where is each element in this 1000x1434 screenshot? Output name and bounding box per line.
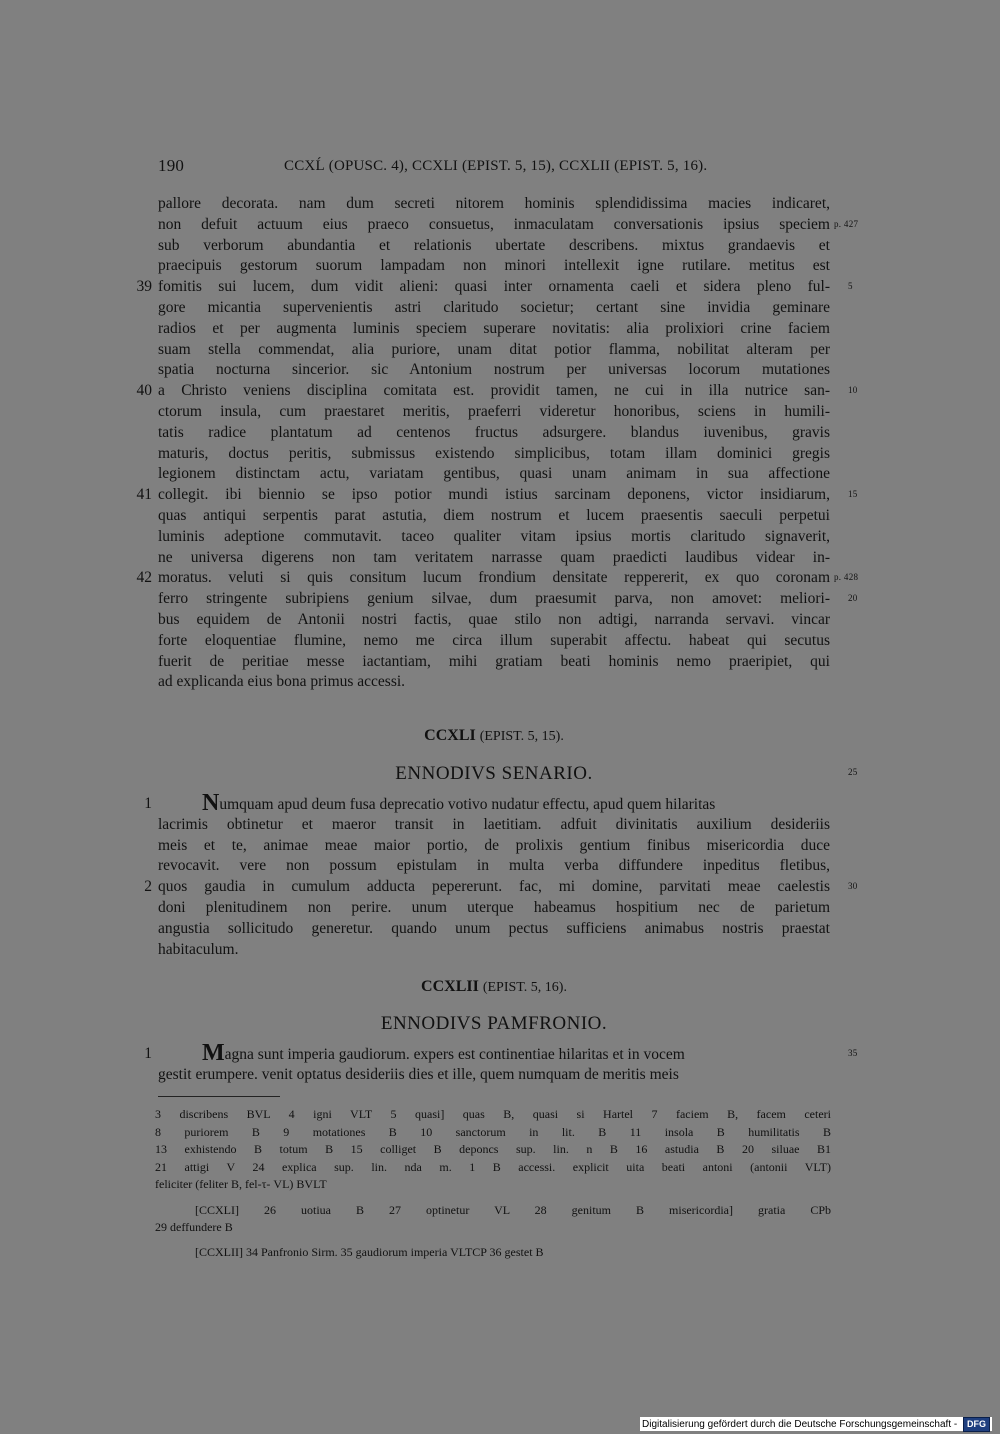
text-line <box>158 876 830 897</box>
line-text: meis et te, animae meae maior portio, de prolixis gentium finibus misericordia duce <box>158 836 830 854</box>
text-line <box>158 630 830 651</box>
line-text: ferro stringente subripiens genium silvae, dum praesumit parva, non amovet: meliori- <box>158 590 830 608</box>
margin-line-number: 10 <box>848 385 858 396</box>
margin-paragraph-number: 1 <box>144 795 152 812</box>
line-text: forte eloquentiae flumine, nemo me circa illum superabit affectu. habeat qui secutus <box>158 631 830 649</box>
line-text: luminis adeptione commutavit. taceo qualiter vitam ipsius mortis claritudo signaverit, <box>158 527 830 545</box>
text-line <box>158 835 830 856</box>
text-line <box>158 380 830 401</box>
line-text: suam stella commendat, alia puriore, unam ditat potior flamma, nobilitat alteram per <box>158 340 830 358</box>
text-line <box>158 897 830 918</box>
margin-paragraph-number: 41 <box>136 486 152 504</box>
page-number: 190 <box>158 156 185 175</box>
text-line <box>158 505 830 526</box>
text-line <box>158 318 830 339</box>
margin-line-number: 15 <box>848 489 858 500</box>
text-line <box>158 567 830 588</box>
text-line <box>158 276 830 297</box>
line-text: habitaculum. <box>158 940 239 958</box>
line-text: tatis radice plantatum ad centenos fructus adsurgere. blandus iuvenibus, gravis <box>158 423 830 441</box>
initial-letter: M <box>202 1040 225 1066</box>
text-line <box>158 526 830 547</box>
line-text: non defuit actuum eius praeco consuetus, inmaculatam conversationis ipsius speciem <box>158 215 830 233</box>
apparatus-line: 21 attigi V 24 explica sup. lin. nda m. 1 B accessi. explicit uita beati antoni (antonii VLT) <box>155 1159 831 1174</box>
text-line <box>158 484 830 505</box>
text-line <box>158 193 830 214</box>
line-text: ad explicanda eius bona primus accessi. <box>158 673 406 691</box>
apparatus-line: feliciter (feliter B, fel-τ- VL) BVLT <box>155 1177 327 1191</box>
text-line <box>158 939 830 960</box>
apparatus-line: 13 exhistendo B totum B 15 colliget B deponcs sup. lin. n B 16 astudia B 20 siluae B1 <box>155 1142 831 1156</box>
margin-line-number: 35 <box>848 1048 858 1058</box>
margin-line-number: 5 <box>848 281 853 292</box>
line-text: praecipuis gestorum suorum lampadam non minori intellexit igne rutilare. metitus est <box>158 257 830 275</box>
text-line <box>158 1064 830 1085</box>
line-text: quas antiqui serpentis parat astutia, diem nostrum et lucem praesentis saeculi perpetui <box>158 507 830 524</box>
margin-paragraph-number: 39 <box>136 278 152 296</box>
apparatus-line: 8 puriorem B 9 motationes B 10 sanctorum in lit. B 11 insola B humilitatis B <box>155 1124 831 1139</box>
dfg-logo: DFG <box>963 1417 990 1432</box>
text-line <box>158 214 830 235</box>
apparatus-line: 3 discribens BVL 4 igni VLT 5 quasi] quas B, quasi si Hartel 7 faciem B, facem ceteri <box>155 1107 831 1121</box>
line-text: radios et per augmenta luminis speciem superare novitatis: alia prolixiori crine faciem <box>158 319 830 337</box>
line-text: doni plenitudinem non perire. unum uterque habeamus hospitium nec de parietum <box>158 899 830 916</box>
text-line <box>158 359 830 380</box>
section-reference: (EPIST. 5, 15). <box>479 729 564 744</box>
line-text: revocavit. vere non possum epistulam in multa verba diffundere inpeditus fletibus, <box>158 857 830 875</box>
text-line <box>158 401 830 422</box>
line-text: moratus. veluti si quis consitum lucum frondium densitate reppererit, ex quo coronam <box>158 569 830 587</box>
text-line <box>158 814 830 835</box>
line-text: maturis, doctus peritis, submissus existendo simplicibus, totam illam dominici gregis <box>158 444 830 462</box>
text-line <box>158 651 830 672</box>
line-text: umquam apud deum fusa deprecatio votivo nudatur effectu, apud quem hilaritas <box>219 796 716 813</box>
apparatus-line: 29 deffundere B <box>155 1220 233 1234</box>
margin-paragraph-number: 42 <box>136 569 152 587</box>
text-line <box>158 547 830 568</box>
section-reference: (EPIST. 5, 16). <box>482 980 567 995</box>
footer-text: Digitalisierung gefördert durch die Deutsche Forschungsgemeinschaft - <box>642 1419 958 1430</box>
line-text: gestit erumpere. venit optatus desideriis dies et ille, quem numquam de meritis meis <box>158 1066 679 1083</box>
line-text: quos gaudia in cumulum adducta pepererunt. fac, mi domine, parvitati meae caelestis <box>158 878 830 896</box>
text-line <box>158 609 830 630</box>
digitization-footer <box>640 1417 992 1431</box>
section-number: CCXLI <box>424 727 476 744</box>
apparatus-line: [CCXLI] 26 uotiua B 27 optinetur VL 28 genitum B misericordia] gratia CPb <box>195 1202 831 1217</box>
margin-line-number: 30 <box>848 881 858 892</box>
line-text: collegit. ibi biennio se ipso potior mundi istius sarcinam deponens, victor insidiarum, <box>158 486 830 504</box>
initial-letter: N <box>202 790 220 816</box>
line-text: legionem distinctam actu, variatam gentibus, quasi unam animam in sua affectione <box>158 465 830 483</box>
margin-line-number: 25 <box>848 767 858 777</box>
line-text: lacrimis obtinetur et maeror transit in laetitiam. adfuit divinitatis auxilium desideriis <box>158 815 830 833</box>
text-line <box>158 790 830 816</box>
margin-paragraph-number: 2 <box>144 878 152 896</box>
line-text: a Christo veniens disciplina comitata est. providit tamen, ne cui in illa nutrice san- <box>158 382 830 400</box>
address-heading-241: ENNODIVS SENARIO. <box>395 763 593 784</box>
running-title: CCXĹ (OPUSC. 4), CCXLI (EPIST. 5, 15), CCXLII (EPIST. 5, 16). <box>284 158 708 174</box>
text-line <box>158 463 830 484</box>
line-text: ctorum insula, cum praestaret meritis, praeferri videretur honoribus, sciens in humili- <box>158 403 830 420</box>
section-number: CCXLII <box>421 978 479 995</box>
line-text: fuerit de peritiae messe iactantiam, mihi gratiam beati hominis nemo praeripiet, qui <box>158 652 830 670</box>
section-heading-241 <box>158 724 830 748</box>
line-text: ne universa digerens non tam veritatem narrasse quam praedicti laudibus videar in- <box>158 548 830 566</box>
text-line <box>158 855 830 876</box>
margin-line-number: p. 428 <box>834 572 859 583</box>
text-line <box>158 297 830 318</box>
apparatus-line: [CCXLII] 34 Panfronio Sirm. 35 gaudiorum imperia VLTCP 36 gestet B <box>195 1244 544 1259</box>
text-line <box>158 671 830 692</box>
line-text: pallore decorata. nam dum secreti nitorem hominis splendidissima macies indicaret, <box>158 195 830 212</box>
text-line <box>158 235 830 256</box>
margin-paragraph-number: 40 <box>136 382 152 400</box>
line-text: sub verborum abundantia et relationis ubertate describens. mixtus grandaevis et <box>158 236 830 254</box>
margin-line-number: 20 <box>848 593 858 604</box>
line-text: spatia nocturna sincerior. sic Antonium nostrum per universas locorum mutationes <box>158 361 830 379</box>
text-line <box>158 588 830 609</box>
margin-paragraph-number: 1 <box>144 1045 152 1062</box>
line-text: agna sunt imperia gaudiorum. expers est continentiae hilaritas et in vocem <box>224 1046 685 1063</box>
address-heading-242: ENNODIVS PAMFRONIO. <box>380 1013 608 1034</box>
text-line <box>158 443 830 464</box>
section-heading-242 <box>158 975 830 999</box>
text-line <box>158 255 830 276</box>
line-text: angustia sollicitudo generetur. quando unum pectus sufficiens animabus nostris praestat <box>158 919 830 937</box>
text-line <box>158 1040 830 1066</box>
line-text: gore micantia supervenientis astri claritudo societur; certant sine invidia geminare <box>158 299 830 316</box>
text-line <box>158 918 830 939</box>
line-text: fomitis sui lucem, dum vidit alieni: quasi inter ornamenta caeli et sidera pleno ful- <box>158 278 830 296</box>
text-line <box>158 339 830 360</box>
running-head <box>158 156 830 180</box>
margin-line-number: p. 427 <box>834 218 859 229</box>
footnote-rule <box>158 1096 280 1097</box>
line-text: bus equidem de Antonii nostri factis, quae stilo non adtigi, narranda servavi. vincar <box>158 611 830 628</box>
text-line <box>158 422 830 443</box>
